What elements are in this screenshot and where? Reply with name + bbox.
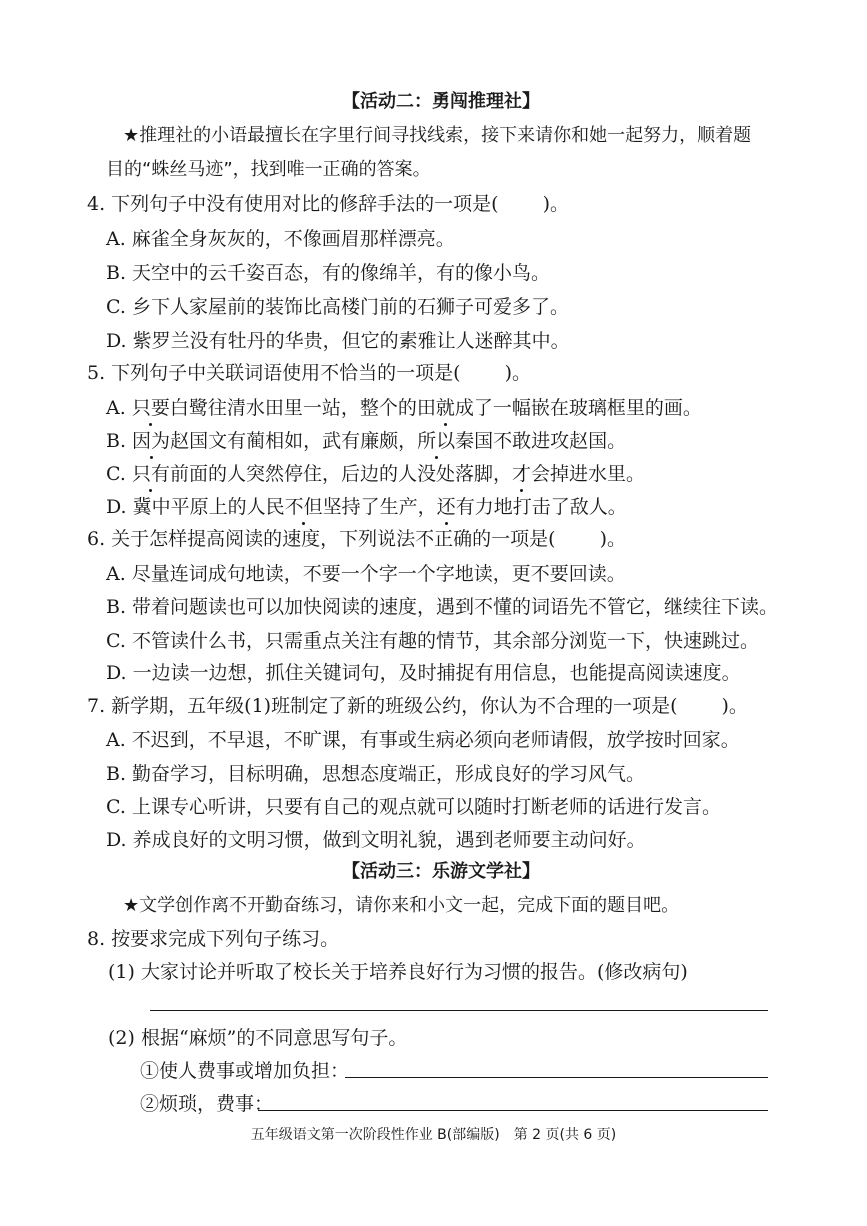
question-5-stem: [87, 360, 531, 386]
question-5-stem-end: )。: [504, 362, 532, 384]
question-8-part-2-2: ②烦琐，费事：: [140, 1093, 274, 1115]
question-5-option-c: [106, 461, 645, 487]
option-text: C.: [106, 463, 132, 485]
option-text: 赵国文有蔺相如，武有廉颇，: [170, 430, 418, 452]
activity2-intro-line2: 目的“蛛丝马迹”，找到唯一正确的答案。: [106, 159, 431, 180]
emphasis-word: 因为: [132, 430, 171, 452]
option-text: 秦国不敢进攻赵国。: [455, 430, 627, 452]
activity2-title: 【活动二：勇闯推理社】: [342, 91, 540, 112]
option-text: A.: [106, 397, 132, 419]
emphasis-word: 只要: [131, 397, 170, 419]
option-text: 坚持了生产，: [322, 496, 437, 518]
question-8-part-1: (1) 大家讨论并听取了校长关于培养良好行为习惯的报告。(修改病句): [108, 961, 688, 983]
option-text: D. 冀中平原上的人民: [106, 496, 285, 518]
question-4-stem-text: 4. 下列句子中没有使用对比的修辞手法的一项是(: [87, 193, 499, 215]
option-text: 有力地打击了敌人。: [455, 496, 627, 518]
question-6-stem: [87, 526, 626, 552]
activity3-title: 【活动三：乐游文学社】: [342, 861, 540, 882]
question-6-option-c: C. 不管读什么书，只需重点关注有趣的情节，其余部分浏览一下，快速跳过。: [106, 630, 759, 652]
question-8-stem: 8. 按要求完成下列句子练习。: [87, 928, 340, 950]
option-text: 白鹭往清水田里一站，整个的田: [169, 397, 436, 419]
emphasis-word: 就: [435, 397, 455, 419]
question-4-option-a: A. 麻雀全身灰灰的，不像画眉那样漂亮。: [106, 228, 455, 250]
option-text: 会掉进水里。: [531, 463, 646, 485]
question-6-option-a: A. 尽量连词成句地读，不要一个字一个字地读，更不要回读。: [106, 563, 626, 585]
question-7-option-a: A. 不迟到，不早退，不旷课，有事或生病必须向老师请假，放学按时回家。: [106, 729, 740, 751]
answer-line-2[interactable]: [345, 1077, 768, 1078]
option-text: B.: [106, 430, 133, 452]
question-4-stem: [87, 191, 569, 217]
question-6-stem-text: 6. 关于怎样提高阅读的速度，下列说法不正确的一项是(: [87, 528, 556, 550]
question-6-option-b: B. 带着问题读也可以加快阅读的速度，遇到不懂的词语先不管它，继续往下读。: [106, 596, 779, 618]
question-7-stem: [87, 693, 748, 719]
question-4-option-d: D. 紫罗兰没有牡丹的华贵，但它的素雅让人迷醉其中。: [106, 330, 570, 352]
question-5-option-a: [106, 395, 702, 421]
answer-line-3[interactable]: [258, 1110, 768, 1111]
question-4-option-b: B. 天空中的云千姿百态，有的像绵羊，有的像小鸟。: [106, 262, 551, 284]
question-5-option-d: [106, 494, 627, 520]
question-8-part-2: (2) 根据“麻烦”的不同意思写句子。: [108, 1027, 408, 1049]
page-footer: 五年级语文第一次阶段性作业 B(部编版) 第 2 页(共 6 页): [250, 1127, 617, 1143]
activity3-intro: ★文学创作离不开勤奋练习，请你来和小文一起，完成下面的题目吧。: [123, 895, 680, 916]
option-text: 前面的人突然停住，后边的人没处落脚，: [169, 463, 512, 485]
answer-line-1[interactable]: [150, 1010, 768, 1011]
question-8-part-2-1: ①使人费事或增加负担：: [140, 1060, 350, 1082]
activity2-intro-line1: ★推理社的小语最擅长在字里行间寻找线索，接下来请你和她一起努力，顺着题: [123, 125, 752, 146]
question-7-option-c: C. 上课专心听讲，只要有自己的观点就可以随时打断老师的话进行发言。: [106, 796, 721, 818]
emphasis-word: 才: [511, 463, 531, 485]
question-7-option-d: D. 养成良好的文明习惯，做到文明礼貌，遇到老师要主动问好。: [106, 829, 646, 851]
question-7-stem-end: )。: [721, 695, 748, 717]
question-7-option-b: B. 勤奋学习，目标明确，思想态度端正，形成良好的学习风气。: [106, 763, 646, 785]
emphasis-word: 还: [436, 496, 456, 518]
question-4-stem-end: )。: [542, 193, 570, 215]
question-6-option-d: D. 一边读一边想，抓住关键词句，及时捕捉有用信息，也能提高阅读速度。: [106, 662, 741, 684]
question-4-option-c: C. 乡下人家屋前的装饰比高楼门前的石狮子可爱多了。: [106, 296, 569, 318]
question-5-stem-text: 5. 下列句子中关联词语使用不恰当的一项是(: [87, 362, 461, 384]
question-6-stem-end: )。: [599, 528, 627, 550]
emphasis-word: 不但: [284, 496, 323, 518]
question-5-option-b: [106, 428, 626, 454]
option-text: 成了一幅嵌在玻璃框里的画。: [454, 397, 702, 419]
emphasis-word: 只有: [131, 463, 170, 485]
question-7-stem-text: 7. 新学期，五年级(1)班制定了新的班级公约，你认为不合理的一项是(: [87, 695, 678, 717]
emphasis-word: 所以: [417, 430, 456, 452]
